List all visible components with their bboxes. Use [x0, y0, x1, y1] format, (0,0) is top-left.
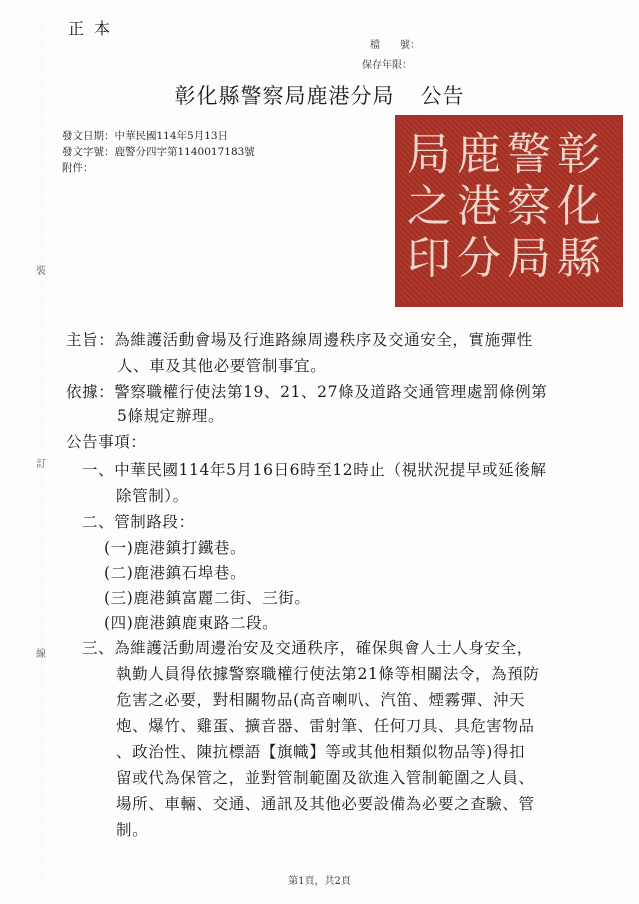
staple-mark: 訂: [36, 459, 46, 470]
document-title: [0, 80, 639, 110]
notice-item-3-line: 場所、車輛、交通、通訊及其他必要設備為必要之查驗、管: [116, 795, 535, 813]
retention-period-label: 保存年限：: [362, 60, 412, 71]
attachment-label: 附件：: [62, 162, 94, 174]
seal-glyph: 縣: [557, 233, 601, 284]
basis-line: 5條規定辦理。: [117, 407, 225, 425]
notice-item-2-heading: 二、管制路段：: [82, 513, 195, 531]
notice-heading: 公告事項：: [66, 433, 147, 451]
subject-line: 人、車及其他必要管制事宜。: [117, 357, 327, 375]
title-type: 公告: [420, 84, 465, 108]
seal-glyph: 警: [507, 129, 551, 180]
road-item: (四)鹿港鎮鹿東路二段。: [104, 614, 279, 632]
notice-item-1-line: 除管制）。: [116, 487, 189, 505]
notice-item-3-line: 、政治性、陳抗標語【旗幟】等或其他相類似物品等)得扣: [116, 743, 526, 761]
notice-item-3-line: 炮、爆竹、雞蛋、擴音器、雷射筆、任何刀具、具危害物品: [116, 717, 535, 735]
official-seal-stamp: [395, 115, 623, 307]
notice-item-3-line: 三、為維護活動周邊治安及交通秩序，確保與會人士人身安全，: [82, 639, 533, 657]
seal-glyph: 局: [507, 233, 551, 284]
page-number: 第1頁，共2頁: [288, 876, 351, 887]
file-number-label: 檔 號：: [370, 40, 420, 51]
issue-date: 發文日期：中華民國114年5月13日: [62, 130, 229, 142]
seal-glyph: 鹿: [457, 129, 501, 180]
line-mark: 線: [36, 649, 46, 660]
seal-glyph: 化: [557, 181, 601, 232]
road-item: (二)鹿港鎮石埠巷。: [104, 564, 247, 582]
copy-mark: 正本: [68, 19, 121, 38]
notice-item-1-line: 一、中華民國114年5月16日6時至12時止（視狀況提早或延後解: [82, 461, 547, 479]
notice-item-3-line: 留或代為保管之，並對管制範圍及欲進入管制範圍之人員、: [116, 769, 535, 787]
seal-glyph: 分: [457, 233, 501, 284]
road-item: (三)鹿港鎮富麗二街、三街。: [104, 589, 311, 607]
seal-glyph: 港: [457, 181, 501, 232]
seal-glyph: 彰: [557, 129, 601, 180]
title-organization: 彰化縣警察局鹿港分局: [174, 84, 395, 108]
seal-glyph: 之: [407, 181, 451, 232]
seal-glyph: 印: [407, 233, 451, 284]
binding-guide: [41, 20, 42, 884]
issue-number: 發文字號：鹿警分四字第1140017183號: [62, 146, 255, 158]
binding-mark: 裝: [36, 266, 46, 277]
notice-item-3-line: 執勤人員得依據警察職權行使法第21條等相關法令，為預防: [116, 665, 540, 683]
notice-item-3-line: 危害之必要，對相關物品(高音喇叭、汽笛、煙霧彈、沖天: [116, 691, 526, 709]
notice-item-3-line: 制。: [116, 821, 149, 839]
basis-line: 依據：警察職權行使法第19、21、27條及道路交通管理處罰條例第: [66, 383, 548, 401]
seal-glyph: 局: [407, 129, 451, 180]
road-item: (一)鹿港鎮打鐵巷。: [104, 539, 247, 557]
subject-line: 主旨：為維護活動會場及行進路線周邊秩序及交通安全，實施彈性: [66, 331, 533, 349]
seal-glyph: 察: [507, 181, 551, 232]
